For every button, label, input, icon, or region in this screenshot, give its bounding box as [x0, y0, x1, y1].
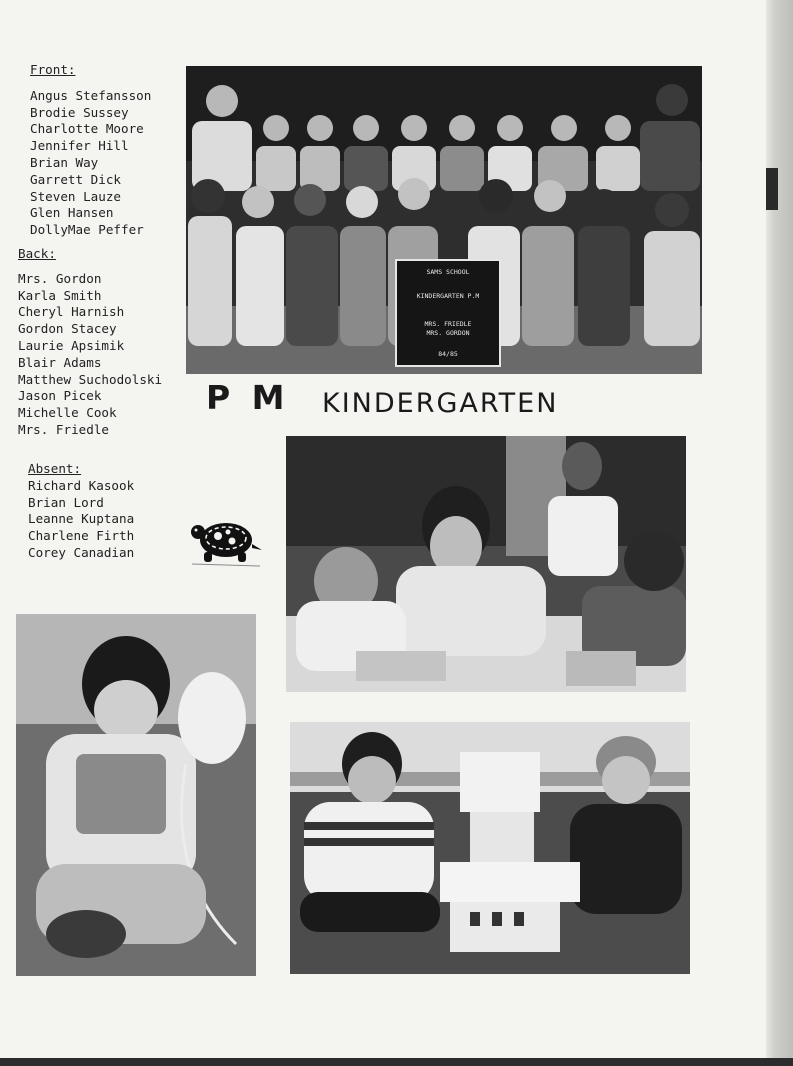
front-name: Steven Lauze	[30, 188, 121, 204]
page-title	[206, 376, 636, 426]
front-name: Garrett Dick	[30, 171, 121, 187]
back-name: Mrs. Friedle	[18, 421, 109, 437]
back-heading: Back:	[18, 246, 56, 261]
class-group-photo	[186, 66, 702, 374]
absent-name: Charlene Firth	[28, 528, 135, 544]
front-name: Angus Stefansson	[30, 87, 152, 103]
front-heading: Front:	[30, 62, 76, 77]
back-name: Karla Smith	[18, 287, 102, 303]
absent-name: Brian Lord	[28, 494, 104, 510]
back-name: Laurie Apsimik	[18, 337, 125, 353]
absent-name: Corey Canadian	[28, 544, 135, 560]
sign-line-2: KINDERGARTEN P.M	[416, 292, 480, 300]
front-name: Brian Way	[30, 154, 99, 170]
front-name: Charlotte Moore	[30, 121, 144, 137]
absent-name: Richard Kasook	[28, 477, 135, 493]
front-name: Glen Hansen	[30, 205, 114, 221]
back-name: Jason Picek	[18, 388, 102, 404]
back-row-list	[18, 246, 162, 439]
front-row-list	[30, 62, 151, 239]
page-edge-shadow	[766, 0, 793, 1066]
back-name: Gordon Stacey	[18, 321, 117, 337]
back-name: Matthew Suchodolski	[18, 371, 163, 387]
classroom-craft-photo	[286, 436, 686, 692]
block-building-photo	[290, 722, 690, 974]
bottom-shadow-band	[0, 1058, 793, 1066]
back-name: Cheryl Harnish	[18, 304, 125, 320]
front-name: Brodie Sussey	[30, 104, 129, 120]
page-edge-tab	[766, 168, 778, 210]
turtle-illustration	[188, 508, 264, 572]
child-balloon-photo	[16, 614, 256, 976]
absent-list	[28, 461, 134, 562]
sign-line-5: 84/85	[438, 350, 458, 358]
sign-line-3: MRS. FRIEDLE	[424, 320, 472, 328]
back-name: Michelle Cook	[18, 405, 117, 421]
sign-line-4: MRS. GORDON	[426, 329, 470, 337]
back-name: Mrs. Gordon	[18, 270, 102, 286]
sign-line-1: SAMS SCHOOL	[426, 268, 470, 276]
absent-heading: Absent:	[28, 461, 82, 476]
back-name: Blair Adams	[18, 354, 102, 370]
title-pm: P M	[206, 378, 290, 417]
front-name: DollyMae Peffer	[30, 222, 144, 238]
title-kindergarten: KINDERGARTEN	[322, 388, 559, 419]
absent-name: Leanne Kuptana	[28, 511, 135, 527]
front-name: Jennifer Hill	[30, 138, 129, 154]
